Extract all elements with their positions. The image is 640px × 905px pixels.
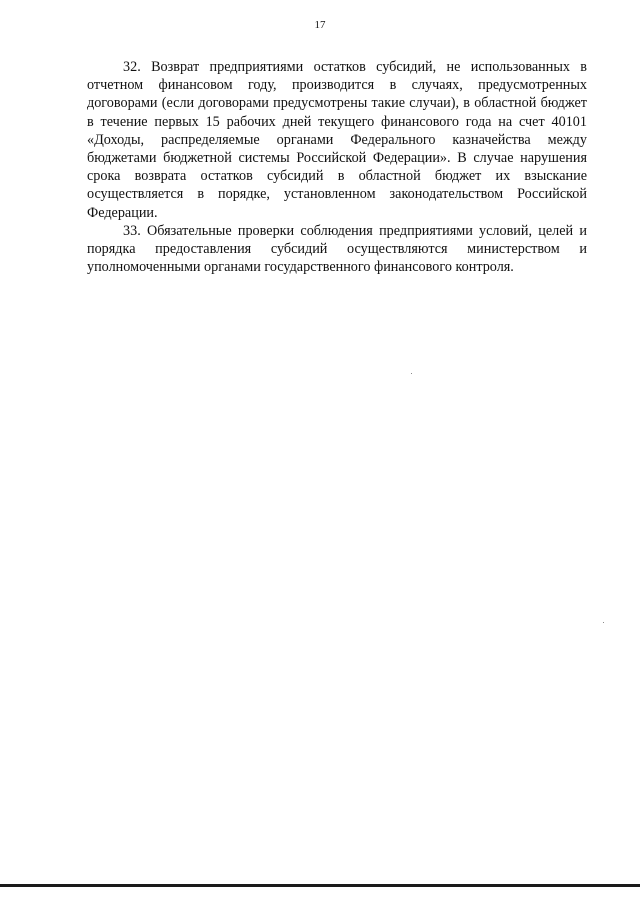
document-body	[87, 58, 587, 276]
scan-speck	[603, 622, 604, 623]
paragraph-33: 33. Обязательные проверки соблюдения предприятиями условий, целей и порядка предоставления субсидий осуществляются министерством и уполномоченными органами государственного финансового контроля.	[87, 222, 587, 276]
scan-speck	[411, 373, 412, 374]
page-number: 17	[314, 19, 326, 31]
page-bottom-edge	[0, 884, 640, 887]
paragraph-32: 32. Возврат предприятиями остатков субсидий, не использованных в отчетном финансовом году, производится в случаях, предусмотренных договорами (если договорами предусмотрены такие случаи), в областной бюджет в течение первых 15 рабочих дней текущего финансового года на счет 40101 «Доходы, распределяемые органами Федерального казначейства между бюджетами бюджетной системы Российской Федерации». В случае нарушения срока возврата остатков субсидий в областной бюджет их взыскание осуществляется в порядке, установленном законодательством Российской Федерации.	[87, 59, 587, 221]
